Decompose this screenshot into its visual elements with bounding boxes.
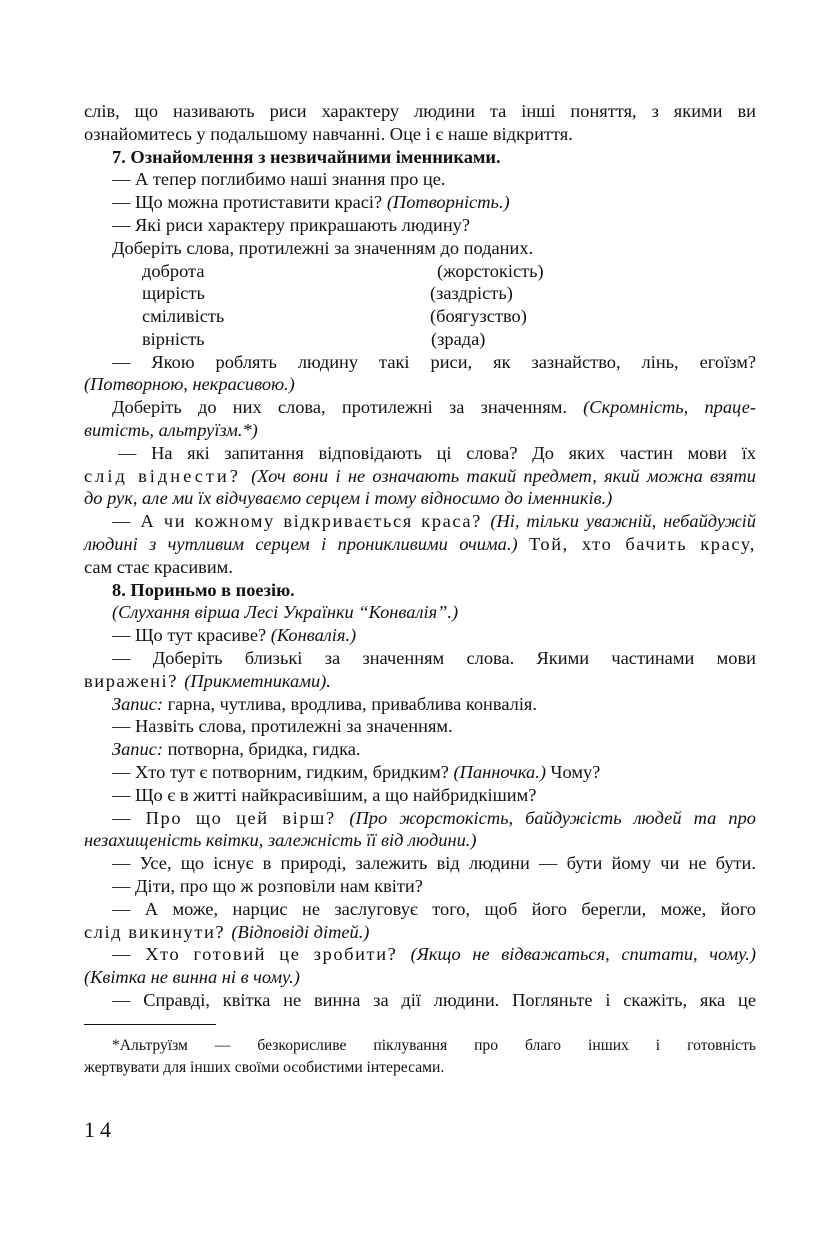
pair-word: доброта [142,260,205,281]
text-line: до рук, але ми їх відчуваємо серцем і тому відносимо до іменників.) [84,488,613,509]
text-line: виражені? (Прикметниками). [84,670,331,691]
pair-word: щирість [142,283,205,304]
text-line: — Хто готовий це зробити? (Якщо не відважаться, спитати, чому.) [112,944,756,965]
text-line: — Доберіть близькі за значенням слова. Якими частинами мови [112,647,756,668]
pair-opposite: (боягузство) [430,306,527,327]
text-line: — Якою роблять людину такі риси, як зазнайство, лінь, егоїзм? [112,351,756,372]
pair-opposite: (заздрість) [430,283,513,304]
text-line: — А тепер поглибимо наші знання про це. [112,169,446,190]
text-line: — Що можна протиставити красі? (Потворність.) [112,192,510,213]
pair-opposite: (жорстокість) [437,260,544,281]
text-line: витість, альтруїзм.*) [84,419,258,440]
text-line: — На які запитання відповідають ці слова? До яких частин мови їх [118,442,756,463]
text-line: (Слухання вірша Лесі Українки “Конвалія”.) [112,602,459,623]
antonym-pair [84,282,756,305]
text-line: людині з чутливим серцем і проникливими очима.) Той, хто бачить красу, [84,533,756,554]
antonym-pairs [84,260,756,351]
footnote-line: *Альтруїзм — безкорисливе піклування про благо інших і готовність [112,1036,756,1054]
page-number: 14 [84,1117,116,1142]
text-line: (Квітка не винна ні в чому.) [84,967,300,988]
page-body [84,100,756,1079]
text-line: сам стає красивим. [84,556,233,577]
text-line: — Назвіть слова, протилежні за значенням. [112,716,453,737]
text-line: слів, що називають риси характеру людини та інші поняття, з якими ви [84,101,756,121]
text-line: слід викинути? (Відповіді дітей.) [84,921,370,942]
text-line: слід віднести? (Хоч вони і не означають такий предмет, який можна взяти [84,465,756,486]
text-line: — Хто тут є потворним, гидким, бридким? (Панночка.) Чому? [112,761,601,782]
text-line: (Потворною, некрасивою.) [84,374,295,395]
text-line: — Що є в житті найкрасивішим, а що найбридкішим? [112,784,537,805]
pair-word: вірність [142,328,205,349]
text-line: — Усе, що існує в природі, залежить від людини — бути йому чи не бути. [112,853,756,874]
text-line: — Про що цей вірш? (Про жорстокість, байдужість людей та про [112,807,756,828]
text-line: — Які риси характеру прикрашають людину? [112,214,471,235]
pair-word: сміливість [142,306,225,327]
text-line: — А може, нарцис не заслуговує того, щоб його берегли, може, його [112,898,756,919]
section-heading-7: 7. Ознайомлення з незвичайними іменниками. [112,146,501,167]
text-line: Запис: потворна, бридка, гидка. [112,739,361,760]
footnote-line: жертвувати для інших своїми особистими інтересами. [84,1058,445,1076]
text-line: незахищеність квітки, залежність її від людини.) [84,830,477,851]
text-line: — Справді, квітка не винна за дії людини. Погляньте і скажіть, яка це [112,989,756,1010]
section-heading-8: 8. Пориньмо в поезію. [112,579,295,600]
text-line: ознайомитесь у подальшому навчанні. Оце і є наше відкриття. [84,123,573,144]
text-line: Запис: гарна, чутлива, вродлива, приваблива конвалія. [112,693,537,714]
antonym-pair [84,305,756,328]
antonym-pair [84,328,756,351]
antonym-pair [84,260,756,283]
text-line: — Діти, про що ж розповіли нам квіти? [112,875,423,896]
text-line: — Що тут красиве? (Конвалія.) [112,625,357,646]
text-line: Доберіть слова, протилежні за значенням до поданих. [112,237,534,258]
pair-opposite: (зрада) [431,328,486,349]
text-line: Доберіть до них слова, протилежні за значенням. (Скромність, праце- [112,397,756,418]
footnote-divider [84,1024,216,1025]
text-line: — А чи кожному відкривається краса? (Ні, тільки уважній, небайдужій [112,511,756,532]
